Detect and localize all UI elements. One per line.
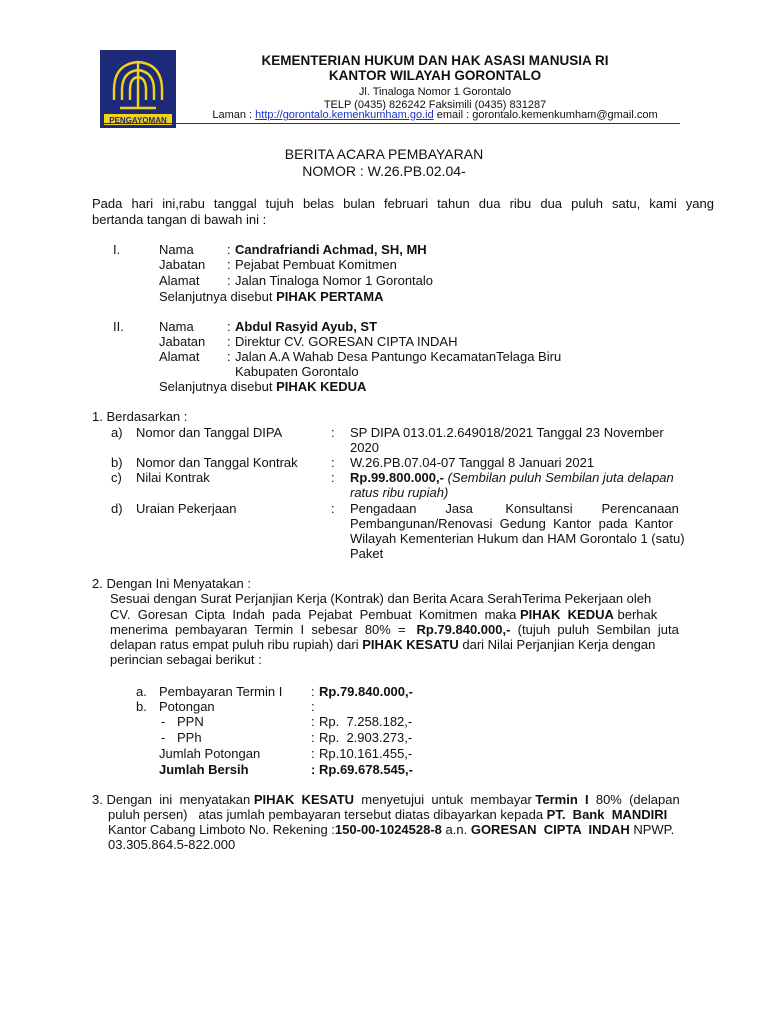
- party-1-number: I.: [113, 242, 121, 257]
- s2-line-2c: berhak: [613, 607, 658, 622]
- rincian-b-letter: b.: [136, 699, 147, 714]
- s1-a-letter: a): [111, 425, 123, 440]
- intro-line-2: bertanda tangan di bawah ini :: [92, 212, 267, 227]
- s3-bank: PT. Bank MANDIRI: [546, 807, 668, 822]
- party-1-designation-value: PIHAK PERTAMA: [276, 289, 384, 304]
- logo-caption: PENGAYOMAN: [109, 116, 167, 125]
- contract-amount-words-1: (Sembilan puluh Sembilan juta delapan: [443, 470, 674, 485]
- document-number: NOMOR : W.26.PB.02.04-: [302, 163, 466, 179]
- jumlah-bersih-label: Jumlah Bersih: [159, 762, 249, 777]
- party-1-designation-prefix: Selanjutnya disebut: [159, 289, 277, 304]
- s1-c-colon: :: [331, 470, 335, 485]
- document-title: BERITA ACARA PEMBAYARAN: [284, 146, 484, 162]
- s1-d-letter: d): [111, 501, 123, 516]
- s3-line-1: [92, 792, 680, 807]
- s2-line-4c: dari Nilai Perjanjian Kerja dengan: [458, 637, 656, 652]
- s3-line-1e: 80% (delapan: [588, 792, 680, 807]
- website-link[interactable]: http://gorontalo.kemenkumham.go.id: [255, 109, 434, 121]
- office-contact-line: [190, 109, 680, 121]
- s2-line-3: [110, 622, 679, 637]
- pph-label: PPh: [177, 730, 202, 745]
- s2-line-2a: CV. Goresan Cipta Indah pada Pejabat Pembuat Komitmen maka: [110, 607, 520, 622]
- party-2-number: II.: [113, 319, 124, 334]
- jumlah-potongan-label: Jumlah Potongan: [159, 746, 261, 761]
- contract-amount-words-2: ratus ribu rupiah): [350, 485, 449, 500]
- s2-line-2: [110, 607, 657, 622]
- rincian-a-label: Pembayaran Termin I: [159, 684, 283, 699]
- party-1-alamat-colon: :: [227, 273, 231, 288]
- party-2-jabatan-label: Jabatan: [159, 334, 206, 349]
- jumlah-bersih-colon: :: [311, 762, 316, 777]
- s1-d-value-1: Pengadaan Jasa Konsultansi Perencanaan: [350, 501, 679, 516]
- s1-d-label: Uraian Pekerjaan: [136, 501, 237, 516]
- s1-d-colon: :: [331, 501, 335, 516]
- s1-a-colon: :: [331, 425, 335, 440]
- ppn-colon: :: [311, 714, 315, 729]
- party-1-jabatan-value: Pejabat Pembuat Komitmen: [235, 257, 397, 272]
- party-2-nama-value: Abdul Rasyid Ayub, ST: [235, 319, 378, 334]
- banyan-tree-icon: [100, 50, 176, 128]
- s3-npwp: 03.305.864.5-822.000: [108, 837, 236, 852]
- ppn-dash: -: [161, 714, 166, 729]
- s3-account-name: GORESAN CIPTA INDAH: [470, 822, 630, 837]
- s3-account-number: 150-00-1024528-8: [334, 822, 442, 837]
- s3-line-2a: puluh persen) atas jumlah pembayaran tersebut diatas dibayarkan kepada: [108, 807, 547, 822]
- s1-b-value: W.26.PB.07.04-07 Tanggal 8 Januari 2021: [350, 455, 595, 470]
- jumlah-bersih-value: Rp.69.678.545,-: [319, 762, 413, 777]
- s1-a-label: Nomor dan Tanggal DIPA: [136, 425, 283, 440]
- party-1-designation: [159, 289, 383, 304]
- party-1-jabatan-colon: :: [227, 257, 231, 272]
- s3-pihak-kesatu: PIHAK KESATU: [253, 792, 355, 807]
- s2-line-3a: menerima pembayaran Termin I sebesar 80% =: [110, 622, 417, 637]
- s1-c-value-2: [350, 485, 448, 500]
- ppn-value: Rp. 7.258.182,-: [319, 714, 413, 729]
- s1-c-value: [350, 470, 674, 485]
- party-2-nama-colon: :: [227, 319, 231, 334]
- party-2-alamat-value-1: Jalan A.A Wahab Desa Pantungo KecamatanTelaga Biru: [235, 349, 562, 364]
- party-2-designation-prefix: Selanjutnya disebut: [159, 379, 277, 394]
- section-2-heading: 2. Dengan Ini Menyatakan :: [92, 576, 251, 591]
- intro-paragraph: [92, 196, 714, 228]
- party-2-alamat-colon: :: [227, 349, 231, 364]
- letterhead-divider: [100, 123, 680, 124]
- office-name: KANTOR WILAYAH GORONTALO: [328, 68, 542, 83]
- s3-line-1a: 3. Dengan ini menyatakan: [92, 792, 254, 807]
- pph-dash: -: [161, 730, 166, 745]
- party-2-alamat-label: Alamat: [159, 349, 200, 364]
- party-1-nama-label: Nama: [159, 242, 194, 257]
- s3-line-3c: a.n.: [441, 822, 471, 837]
- party-2-jabatan-value: Direktur CV. GORESAN CIPTA INDAH: [235, 334, 458, 349]
- ppn-label: PPN: [177, 714, 204, 729]
- s1-a-value-2: 2020: [350, 440, 379, 455]
- s3-line-3: [108, 822, 674, 837]
- s2-line-3c: (tujuh puluh Sembilan juta: [510, 622, 679, 637]
- s2-line-4a: delapan ratus empat puluh ribu rupiah) dari: [110, 637, 363, 652]
- s3-line-2: [108, 807, 667, 822]
- jumlah-potongan-value: Rp.10.161.455,-: [319, 746, 413, 761]
- s2-line-5: perincian sebagai berikut :: [110, 652, 262, 667]
- pph-colon: :: [311, 730, 315, 745]
- office-address: Jl. Tinaloga Nomor 1 Gorontalo: [358, 86, 512, 98]
- rincian-a-value: Rp.79.840.000,-: [319, 684, 413, 699]
- s3-termin: Termin I: [535, 792, 589, 807]
- s2-line-1: Sesuai dengan Surat Perjanjian Kerja (Kontrak) dan Berita Acara SerahTerima Pekerjaan oleh: [110, 591, 652, 606]
- s1-b-label: Nomor dan Tanggal Kontrak: [136, 455, 298, 470]
- pph-value: Rp. 2.903.273,-: [319, 730, 413, 745]
- party-2-designation-value: PIHAK KEDUA: [276, 379, 367, 394]
- rincian-a-letter: a.: [136, 684, 147, 699]
- pengayoman-logo: [100, 50, 176, 128]
- s3-line-3a: Kantor Cabang Limboto No. Rekening :: [108, 822, 335, 837]
- s2-pihak-kedua: PIHAK KEDUA: [519, 607, 614, 622]
- s3-line-1c: menyetujui untuk membayar: [354, 792, 536, 807]
- s1-d-value-3: Wilayah Kementerian Hukum dan HAM Gorontalo 1 (satu): [350, 531, 685, 546]
- email-text: email : gorontalo.kemenkumham@gmail.com: [433, 109, 658, 121]
- rincian-a-colon: :: [311, 684, 315, 699]
- s2-termin-amount: Rp.79.840.000,-: [416, 622, 511, 637]
- s1-b-colon: :: [331, 455, 335, 470]
- s2-line-4: [110, 637, 655, 652]
- s2-pihak-kesatu: PIHAK KESATU: [362, 637, 459, 652]
- s1-b-letter: b): [111, 455, 123, 470]
- party-1-alamat-value: Jalan Tinaloga Nomor 1 Gorontalo: [235, 273, 434, 288]
- party-2-jabatan-colon: :: [227, 334, 231, 349]
- rincian-b-colon: :: [311, 699, 315, 714]
- contract-amount: Rp.99.800.000,-: [350, 470, 444, 485]
- office-phone: TELP (0435) 826242 Faksimili (0435) 831287: [323, 99, 547, 111]
- s1-a-value-1: SP DIPA 013.01.2.649018/2021 Tanggal 23 November: [350, 425, 664, 440]
- s3-line-3e: NPWP.: [629, 822, 675, 837]
- party-1-jabatan-label: Jabatan: [159, 257, 206, 272]
- party-1-alamat-label: Alamat: [159, 273, 200, 288]
- s1-d-value-4: Paket: [350, 546, 384, 561]
- s1-c-letter: c): [111, 470, 122, 485]
- party-1-nama-colon: :: [227, 242, 231, 257]
- section-1-heading: 1. Berdasarkan :: [92, 409, 188, 424]
- party-2-designation: [159, 379, 366, 394]
- rincian-b-label: Potongan: [159, 699, 215, 714]
- laman-label: Laman :: [212, 109, 256, 121]
- party-1-nama-value: Candrafriandi Achmad, SH, MH: [235, 242, 427, 257]
- party-2-alamat-value-2: Kabupaten Gorontalo: [235, 364, 359, 379]
- s1-d-value-2: Pembangunan/Renovasi Gedung Kantor pada Kantor: [350, 516, 674, 531]
- s1-c-label: Nilai Kontrak: [136, 470, 210, 485]
- jumlah-potongan-colon: :: [311, 746, 315, 761]
- org-name: KEMENTERIAN HUKUM DAN HAK ASASI MANUSIA RI: [261, 53, 609, 68]
- party-2-nama-label: Nama: [159, 319, 194, 334]
- intro-line-1: Pada hari ini,rabu tanggal tujuh belas bulan februari tahun dua ribu dua puluh satu, kami yang: [92, 196, 714, 211]
